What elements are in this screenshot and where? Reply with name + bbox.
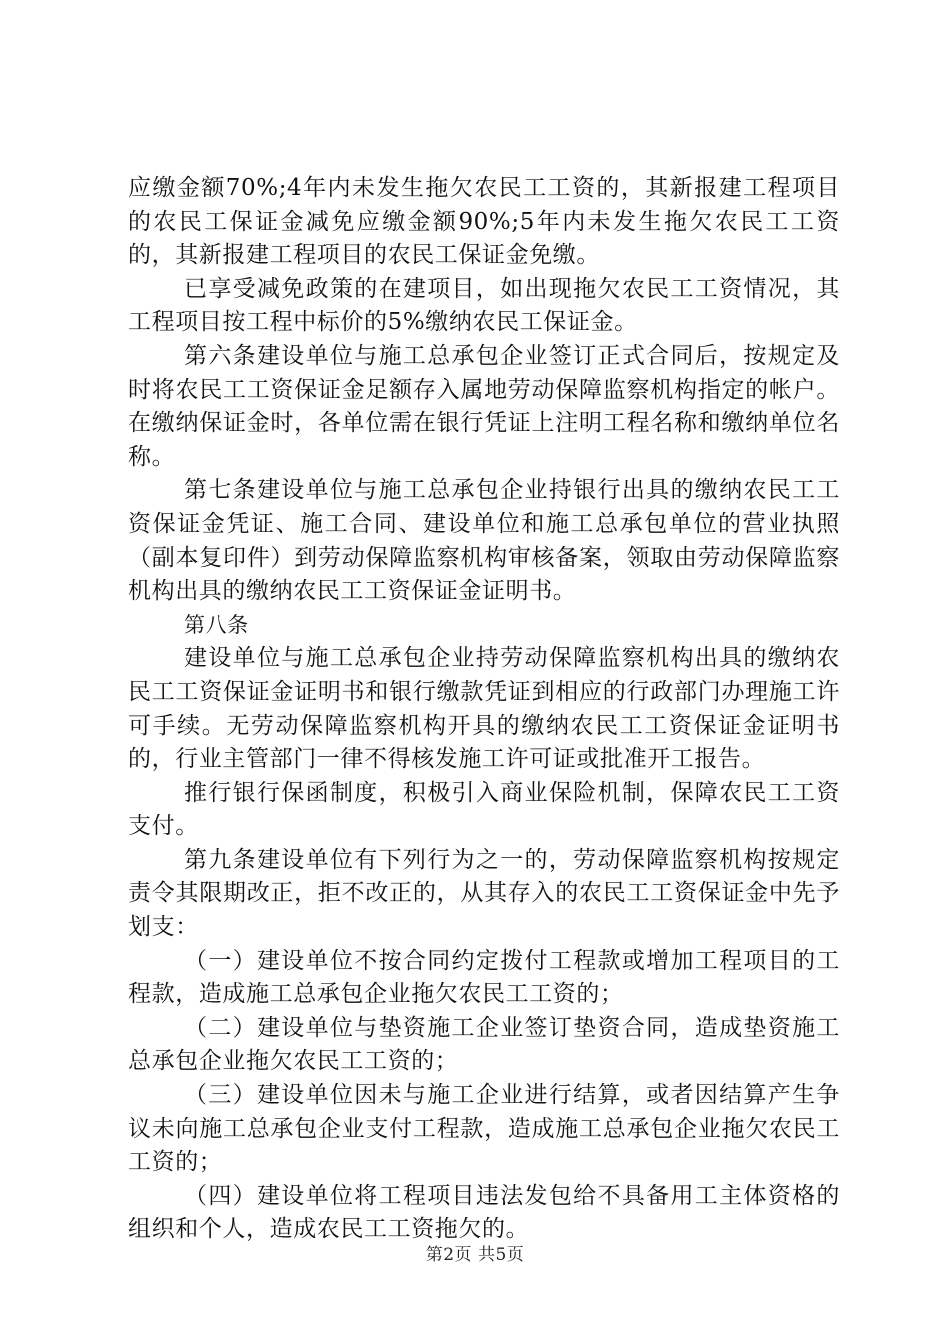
paragraph-item-1: （一）建设单位不按合同约定拨付工程款或增加工程项目的工程款，造成施工总承包企业拖欠农民工工资的； — [128, 947, 840, 1008]
paragraph-article-8-body: 建设单位与施工总承包企业持劳动保障监察机构出具的缴纳农民工工资保证金证明书和银行缴款凭证到相应的行政部门办理施工许可手续。无劳动保障监察机构开具的缴纳农民工工资保证金证明书的，行业主管部门一律不得核发施工许可证或批准开工报告。 — [128, 645, 840, 773]
paragraph-reduction-policy: 已享受减免政策的在建项目，如出现拖欠农民工工资情况，其工程项目按工程中标价的5%缴纳农民工保证金。 — [128, 275, 840, 336]
paragraph-item-4: （四）建设单位将工程项目违法发包给不具备用工主体资格的组织和个人，造成农民工工资拖欠的。 — [128, 1182, 840, 1243]
paragraph-article-9: 第九条建设单位有下列行为之一的，劳动保障监察机构按规定责令其限期改正，拒不改正的，从其存入的农民工工资保证金中先予划支： — [128, 846, 840, 941]
paragraph-item-2: （二）建设单位与垫资施工企业签订垫资合同，造成垫资施工总承包企业拖欠农民工工资的； — [128, 1014, 840, 1075]
paragraph-article-6: 第六条建设单位与施工总承包企业签订正式合同后，按规定及时将农民工工资保证金足额存入属地劳动保障监察机构指定的帐户。在缴纳保证金时，各单位需在银行凭证上注明工程名称和缴纳单位名称。 — [128, 342, 840, 470]
paragraph-article-8-heading: 第八条 — [184, 612, 249, 637]
paragraph-article-7: 第七条建设单位与施工总承包企业持银行出具的缴纳农民工工资保证金凭证、施工合同、建设单位和施工总承包单位的营业执照（副本复印件）到劳动保障监察机构审核备案，领取由劳动保障监察机构出具的缴纳农民工工资保证金证明书。 — [128, 477, 840, 605]
document-body — [128, 172, 840, 1247]
page-footer — [0, 1240, 950, 1265]
page-number-label: 第2页 共5页 — [425, 1245, 525, 1265]
paragraph-continuation: 应缴金额70%;4年内未发生拖欠农民工工资的，其新报建工程项目的农民工保证金减免应缴金额90%;5年内未发生拖欠农民工工资的，其新报建工程项目的农民工保证金免缴。 — [128, 175, 840, 269]
paragraph-item-3: （三）建设单位因未与施工企业进行结算，或者因结算产生争议未向施工总承包企业支付工程款，造成施工总承包企业拖欠农民工工资的； — [128, 1082, 840, 1176]
paragraph-bank-guarantee: 推行银行保函制度，积极引入商业保险机制，保障农民工工资支付。 — [128, 779, 840, 840]
